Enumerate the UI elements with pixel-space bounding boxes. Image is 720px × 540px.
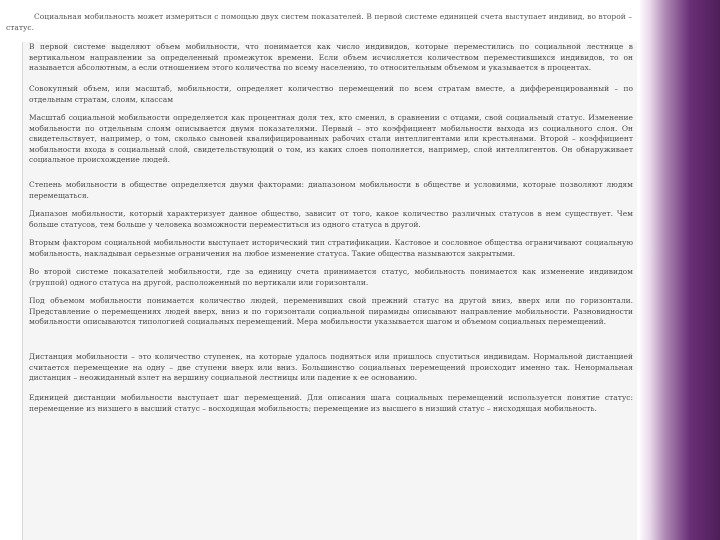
- paragraph-total-volume: Совокупный объем, или масштаб, мобильности, определяет количество перемещений по всем стратам вместе, а дифференцированный – по отдельным стратам, слоям, классам: [29, 84, 633, 104]
- paragraph-scale: Масштаб социальной мобильности определяется как процентная доля тех, кто сменил, в сравнении с отцами, свой социальный статус. Изменение мобильности по отдельным слоям описывается двумя показателями. Первый – это коэффициент мобильности выхода из социального слоя. Он свидетельствует, например, о том, сколько сыновей квалифицированных рабочих стали интеллигентами или крестьянами. Второй – коэффициент мобильности входа в социальный слой, свидетельствующий о том, из каких слоев пополняется, например, слой интеллигентов. Он обнаруживает социальное происхождение людей.: [29, 113, 633, 164]
- intro-paragraph: Социальная мобильность может измеряться с помощью двух систем показателей. В первой системе единицей счета выступает индивид, во второй – статус.: [6, 11, 632, 32]
- paragraph-volume-status: Под объемом мобильности понимается количество людей, переменивших свой прежний статус на другой вниз, вверх или по горизонтали. Представление о перемещениях людей вверх, вниз и по горизонтали социальной пирамиды описывают направление мобильности. Разновидности мобильности описываются типологией социальных перемещений. Мера мобильности указывается шагом и объемом социальных перемещений.: [29, 296, 633, 326]
- paragraph-second-system: Во второй системе показателей мобильности, где за единицу счета принимается статус, мобильность понимается как изменение индивидом (группой) одного статуса на другой, расположенный по вертикали или горизонтали.: [29, 267, 633, 287]
- paragraph-degree: Степень мобильности в обществе определяется двумя факторами: диапазоном мобильности в обществе и условиями, которые позволяют людям перемещаться.: [29, 180, 633, 200]
- paragraph-range: Диапазон мобильности, который характеризует данное общество, зависит от того, какое количество различных статусов в нем существует. Чем больше статусов, тем больше у человека возможности переместиться из одного статуса в другой.: [29, 209, 633, 229]
- paragraph-step: Единицей дистанции мобильности выступает шаг перемещений. Для описания шага социальных перемещений используется понятие статус: перемещение из низшего в высший статус – восходящая мобильность; перемещение из высшего в низший статус – нисходящая мобильность.: [29, 393, 633, 413]
- paragraph-distance: Дистанция мобильности – это количество ступенек, на которые удалось подняться или пришлось спуститься индивидам. Нормальной дистанцией считается перемещение на одну – две ступени вверх или вниз. Большинство социальных перемещений происходит именно так. Ненормальная дистанция – неожиданный взлет на вершину социальной лестницы или падение к ее основанию.: [29, 352, 633, 382]
- paragraph-volume: В первой системе выделяют объем мобильности, что понимается как число индивидов, которые переместились по социальной лестнице в вертикальном направлении за определенный промежуток времени. Если объем исчисляется количеством переместившихся индивидов, то он называется абсолютным, а если отношением этого количества по всему населению, то относительным объемом и указывается в процентах.: [29, 42, 633, 72]
- paragraph-stratification: Вторым фактором социальной мобильности выступает исторический тип стратификации. Кастовое и сословное общества ограничивают социальную мобильность, накладывая серьезные ограничения на любое изменение статуса. Такие общества называются закрытыми.: [29, 238, 633, 258]
